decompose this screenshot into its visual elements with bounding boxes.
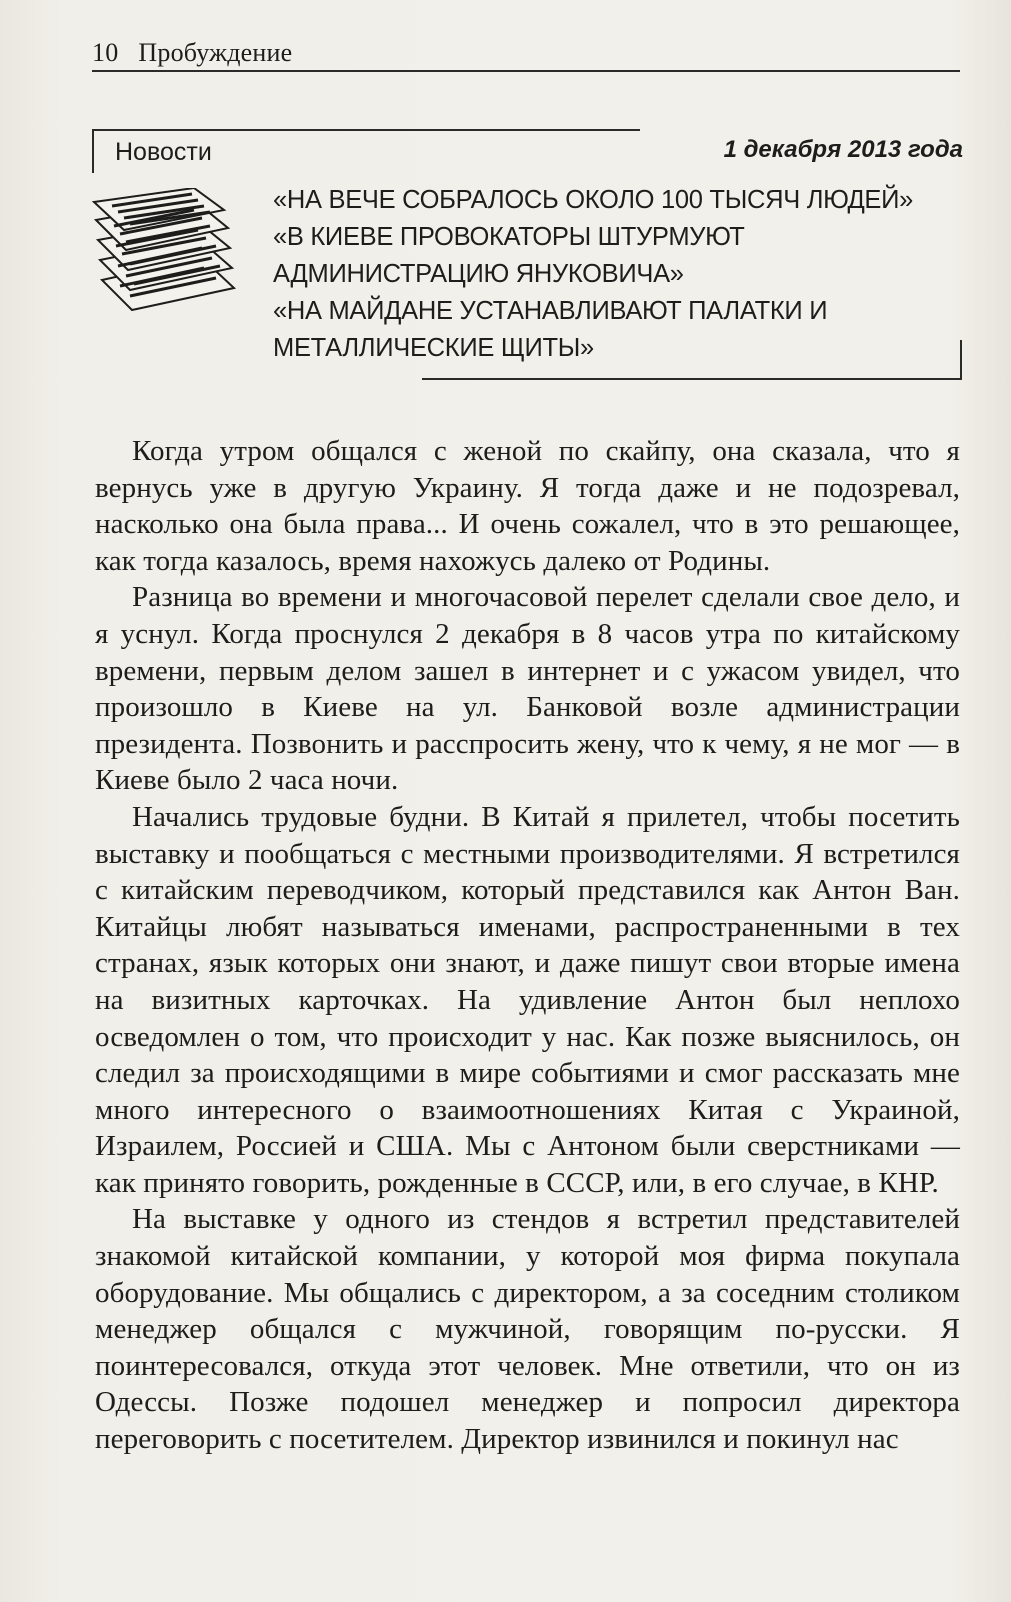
running-head-title: Пробуждение — [138, 38, 293, 67]
body-text — [95, 433, 960, 1458]
paragraph: Разница во времени и многочасовой перелет сделали свое дело, и я уснул. Когда проснулся 2 декабря в 8 часов утра по китайскому времени, первым делом зашел в интернет и с ужасом увидел, что произошло в Киеве на ул. Банковой возле администрации президента. Позвонить и расспросить жену, что к чему, я не мог — в Киеве было 2 часа ночи. — [95, 581, 960, 797]
news-headlines — [273, 182, 963, 367]
news-frame-left — [92, 129, 94, 173]
newspaper-stack-icon — [92, 188, 242, 318]
news-label: Новости — [115, 138, 212, 166]
news-frame-bottom — [422, 378, 962, 380]
running-head — [92, 36, 962, 70]
page-number: 10 — [92, 38, 119, 67]
header-rule — [92, 70, 960, 72]
paragraph: Когда утром общался с женой по скайпу, она сказала, что я вернусь уже в другую Украину. Я тогда даже и не подозревал, насколько она была права... И очень сожалел, что в это решающее, как тогда казалось, время нахожусь далеко от Родины. — [95, 435, 960, 577]
news-frame-top — [92, 129, 640, 131]
headline-1: «НА ВЕЧЕ СОБРАЛОСЬ ОКОЛО 100 ТЫСЯЧ ЛЮДЕЙ» — [273, 186, 914, 214]
headline-2: «В КИЕВЕ ПРОВОКАТОРЫ ШТУРМУЮТ АДМИНИСТРАЦИЮ ЯНУКОВИЧА» — [273, 223, 745, 288]
paragraph: Начались трудовые будни. В Китай я прилетел, чтобы посетить выставку и пообщаться с местными производителями. Я встретился с китайским переводчиком, который представился как Антон Ван. Китайцы любят называться именами, распространенными в тех странах, язык которых они знают, и даже пишут свои вторые имена на визитных карточках. На удивление Антон был неплохо осведомлен о том, что происходит у нас. Как позже выяснилось, он следил за происходящими в мире событиями и смог рассказать мне много интересного о взаимоотношениях Китая с Украиной, Израилем, Россией и США. Мы с Антоном были сверстниками — как принято говорить, рожденные в СССР, или, в его случае, в КНР. — [95, 800, 960, 1199]
news-date: 1 декабря 2013 года — [723, 136, 963, 163]
headline-3: «НА МАЙДАНЕ УСТАНАВЛИВАЮТ ПАЛАТКИ И МЕТАЛЛИЧЕСКИЕ ЩИТЫ» — [273, 297, 828, 362]
paragraph: На выставке у одного из стендов я встретил представителей знакомой китайской компании, у которой моя фирма покупала оборудование. Мы общались с директором, а за соседним столиком менеджер общался с мужчиной, говорящим по-русски. Я поинтересовался, откуда этот человек. Мне ответили, что он из Одессы. Позже подошел менеджер и попросил директора переговорить с посетителем. Директор извинился и покинул нас — [95, 1203, 960, 1456]
